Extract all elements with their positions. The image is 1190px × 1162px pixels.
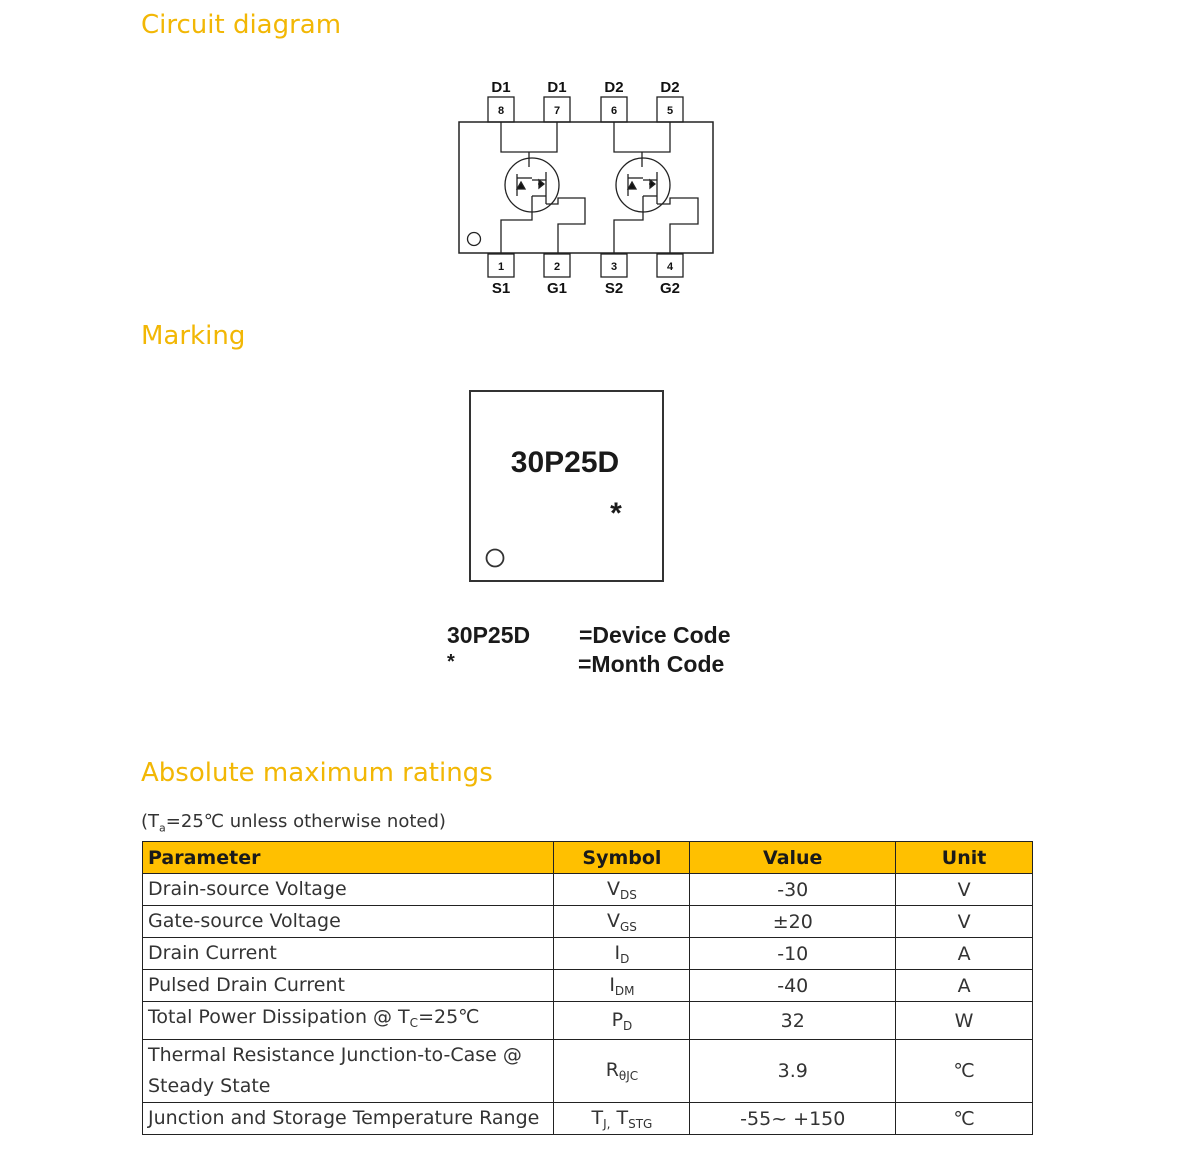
unit-cell: ℃ <box>896 1040 1033 1103</box>
table-row <box>143 938 1033 970</box>
parameter-cell: Total Power Dissipation @ $T_C=25℃$ <box>143 1002 554 1040</box>
pin-label-3: S2 <box>604 280 624 297</box>
pin-number-5: 5 <box>666 105 674 117</box>
value-cell: ±20 <box>690 906 896 938</box>
section-title-marking: Marking <box>141 321 246 351</box>
parameter-cell: Drain Current <box>143 938 554 970</box>
value-cell: -40 <box>690 970 896 1002</box>
section-title-circuit-diagram: Circuit diagram <box>141 10 342 40</box>
table-row <box>143 1040 1033 1103</box>
pin-number-2: 2 <box>553 261 561 273</box>
pin-label-1: S1 <box>491 280 511 297</box>
pin-number-7: 7 <box>553 105 561 117</box>
circuit-diagram <box>440 70 730 305</box>
table-row <box>143 1002 1033 1040</box>
parameter-cell: Thermal Resistance Junction-to-Case @ Steady State <box>143 1040 554 1103</box>
pin-number-8: 8 <box>497 105 505 117</box>
header-symbol: Symbol <box>554 842 690 874</box>
section-title-absolute-maximum-ratings: Absolute maximum ratings <box>141 758 493 788</box>
table-header-row <box>143 842 1033 874</box>
conditions-note: ($T_a=25℃$ unless otherwise noted) <box>141 811 446 835</box>
value-cell: 3.9 <box>690 1040 896 1103</box>
symbol-cell: $I_{DM}$ <box>554 970 690 1002</box>
pin-number-6: 6 <box>610 105 618 117</box>
package-body <box>459 122 713 253</box>
legend-key-device: 30P25D <box>447 622 531 648</box>
table-row <box>143 874 1033 906</box>
table-row <box>143 906 1033 938</box>
parameter-cell: Junction and Storage Temperature Range <box>143 1103 554 1135</box>
pin-label-6: D2 <box>604 79 624 96</box>
unit-cell: V <box>896 906 1033 938</box>
chip-month-code: * <box>610 497 622 530</box>
legend-key-month: * <box>447 651 455 673</box>
symbol-cell: $T_{J,}$ $T_{STG}$ <box>554 1103 690 1135</box>
header-value: Value <box>690 842 896 874</box>
pin-label-7: D1 <box>547 79 567 96</box>
symbol-cell: $R_{\theta JC}$ <box>554 1040 690 1103</box>
pin-label-5: D2 <box>660 79 680 96</box>
value-cell: -30 <box>690 874 896 906</box>
pin-label-4: G2 <box>659 280 681 297</box>
pin-number-3: 3 <box>610 261 618 273</box>
header-unit: Unit <box>896 842 1033 874</box>
parameter-cell: Gate-source Voltage <box>143 906 554 938</box>
value-cell: -55~ +150 <box>690 1103 896 1135</box>
chip-device-code: 30P25D <box>510 446 620 479</box>
unit-cell: ℃ <box>896 1103 1033 1135</box>
parameter-cell: Pulsed Drain Current <box>143 970 554 1002</box>
pin-label-2: G1 <box>546 280 568 297</box>
table-row <box>143 1103 1033 1135</box>
pin1-indicator <box>468 233 481 246</box>
ratings-table <box>142 841 1033 1135</box>
pin-label-8: D1 <box>491 79 511 96</box>
table-row <box>143 970 1033 1002</box>
symbol-cell: $V_{DS}$ <box>554 874 690 906</box>
marking-chip <box>440 380 680 590</box>
legend-desc-month: =Month Code <box>578 651 725 677</box>
value-cell: -10 <box>690 938 896 970</box>
parameter-cell: Drain-source Voltage <box>143 874 554 906</box>
symbol-cell: $P_D$ <box>554 1002 690 1040</box>
unit-cell: A <box>896 938 1033 970</box>
pin-number-4: 4 <box>666 261 674 273</box>
symbol-cell: $V_{GS}$ <box>554 906 690 938</box>
unit-cell: V <box>896 874 1033 906</box>
legend-desc-device: =Device Code <box>579 622 731 648</box>
unit-cell: A <box>896 970 1033 1002</box>
header-parameter: Parameter <box>143 842 554 874</box>
unit-cell: W <box>896 1002 1033 1040</box>
symbol-cell: $I_D$ <box>554 938 690 970</box>
value-cell: 32 <box>690 1002 896 1040</box>
pin-number-1: 1 <box>497 261 505 273</box>
